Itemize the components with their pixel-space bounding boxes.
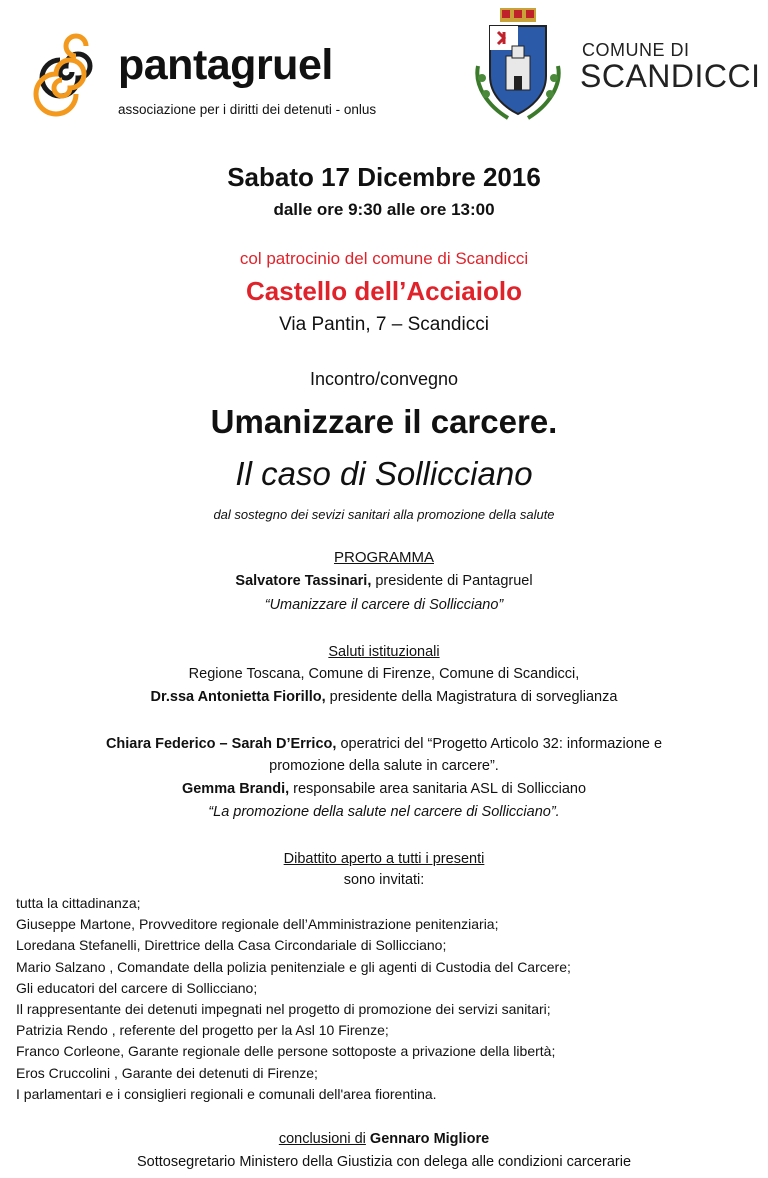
pantagruel-logo (26, 22, 376, 122)
brand-name: pantagruel (118, 41, 333, 89)
event-date: Sabato 17 Dicembre 2016 (227, 162, 541, 192)
programma-heading: PROGRAMMA (333, 549, 434, 566)
comune-logo (468, 6, 761, 126)
speaker-1-name: Salvatore Tassinari, (235, 573, 372, 589)
speaker-2-name: Chiara Federico – Sarah D’Errico, (105, 736, 337, 752)
speaker-2-role: operatrici del “Progetto Articolo 32: informazione e (336, 736, 663, 752)
event-tagline: dal sostegno dei sevizi sanitari alla promozione della salute (213, 507, 555, 522)
conclusioni-name: Gennaro Migliore (365, 1131, 490, 1147)
saluti-heading: Saluti istituzionali (328, 644, 440, 660)
speaker-3 (0, 781, 768, 797)
speaker-1-role: presidente di Pantagruel (371, 573, 533, 589)
dibattito: Dibattito aperto a tutti i presenti (283, 851, 485, 867)
list-item: Eros Cruccolini , Garante dei detenuti di Firenze; (16, 1064, 318, 1081)
spiral-logo-icon (26, 22, 118, 122)
crest-icon (468, 6, 568, 126)
speaker-1 (0, 573, 768, 589)
list-item: Mario Salzano , Comandate della polizia penitenziale e gli agenti di Custodia del Carcere; (16, 958, 571, 975)
list-item: I parlamentari e i consiglieri regionali e comunali dell'area fiorentina. (16, 1085, 437, 1102)
list-item: Franco Corleone, Garante regionale delle persone sottoposte a privazione della libertà; (16, 1043, 556, 1060)
conclusioni (0, 1131, 768, 1147)
address: Via Pantin, 7 – Scandicci (279, 314, 489, 335)
event-hours: dalle ore 9:30 alle ore 13:00 (273, 200, 495, 219)
speaker-3-name: Gemma Brandi, (181, 781, 290, 797)
conclusioni-role: Sottosegretario Ministero della Giustizia con delega alle condizioni carcerarie (136, 1154, 632, 1170)
speaker-1-talk: “Umanizzare il carcere di Sollicciano” (264, 597, 504, 613)
patrocinio: col patrocinio del comune di Scandicci (239, 249, 529, 268)
saluti-name: Dr.ssa Antonietta Fiorillo, (150, 689, 326, 705)
event-kind: Incontro/convegno (309, 369, 459, 389)
speaker-2-role-cont: promozione della salute in carcere”. (269, 758, 499, 774)
speaker-2 (0, 736, 768, 752)
speaker-3-talk: “La promozione della salute nel carcere di Sollicciano”. (208, 804, 560, 820)
list-item: tutta la cittadinanza; (16, 895, 141, 911)
invited-list (16, 893, 571, 1105)
list-item: Patrizia Rendo , referente del progetto per la Asl 10 Firenze; (16, 1022, 389, 1039)
event-subtitle: Il caso di Sollicciano (235, 455, 533, 492)
list-item: Giuseppe Martone, Provveditore regionale dell’Amministrazione penitenziaria; (16, 916, 499, 933)
invitati-label: sono invitati: (343, 872, 425, 888)
list-item: Loredana Stefanelli, Direttrice della Casa Circondariale di Sollicciano; (16, 937, 447, 954)
venue: Castello dell’Acciaiolo (246, 276, 522, 306)
comune-prefix: COMUNE DI (582, 40, 690, 60)
list-item: Gli educatori del carcere di Sollicciano; (16, 979, 258, 996)
saluti-guest (0, 689, 768, 705)
comune-name: SCANDICCI (580, 58, 761, 94)
conclusioni-label: conclusioni di (278, 1131, 366, 1147)
speaker-3-role: responsabile area sanitaria ASL di Sollicciano (289, 781, 587, 797)
saluti-role: presidente della Magistratura di sorveglianza (325, 689, 618, 705)
saluti-line: Regione Toscana, Comune di Firenze, Comune di Scandicci, (188, 666, 580, 682)
list-item: Il rappresentante dei detenuti impegnati nel progetto di promozione dei servizi sanitari; (16, 1001, 551, 1018)
event-title: Umanizzare il carcere. (210, 403, 558, 440)
brand-subtitle: associazione per i diritti dei detenuti - onlus (118, 102, 377, 117)
